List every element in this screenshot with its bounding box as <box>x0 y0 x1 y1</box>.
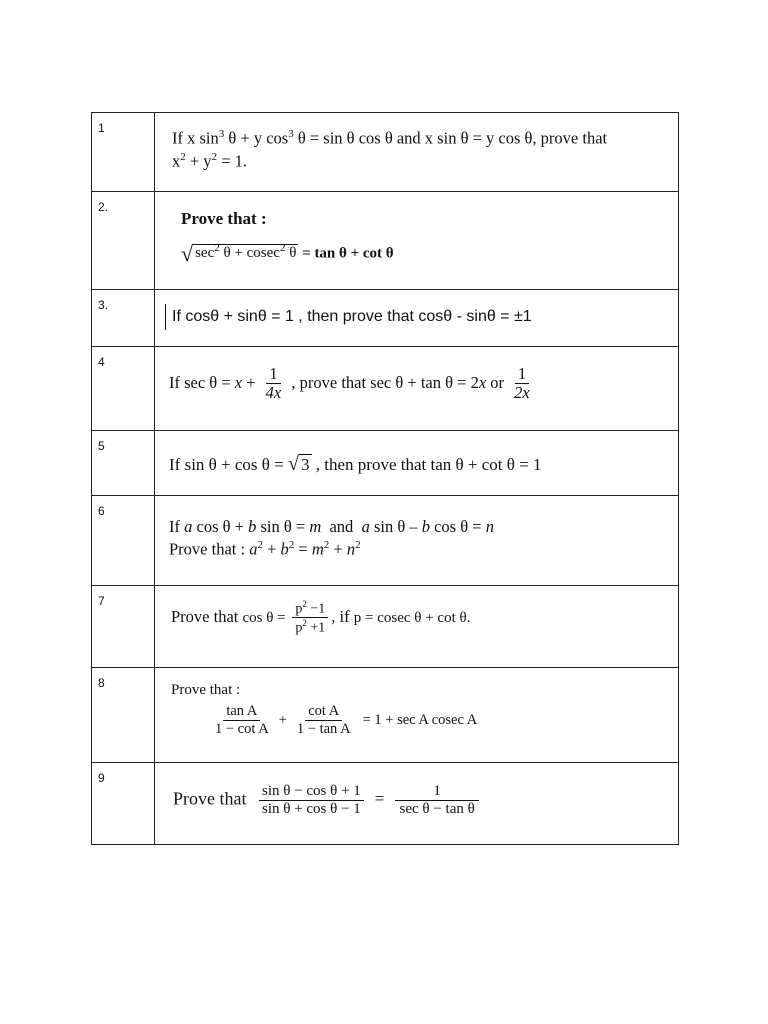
question-line: If x $\sin^3 \theta + y$ $\cos^3 \theta = \sin \theta$ cos θ and x sin θ = y cos θ, prove that <box>172 128 608 148</box>
table-row <box>92 763 679 845</box>
fraction: $\frac{1}{4x}$ <box>265 364 282 403</box>
fraction: $\frac{p^2 -1}{p^2 +1}$ <box>292 600 328 637</box>
question-line: Prove that $\frac{\text{sin θ − cos θ + 1}}{\text{sin θ + cos θ − 1}}$ = $\frac{1}{\text{sec θ − tan θ}}$ <box>173 783 672 818</box>
fraction: $\frac{1}{2x}$ <box>514 364 530 403</box>
fraction: $\frac{\text{sin θ − cos θ + 1}}{\text{sin θ + cos θ − 1}}$ <box>259 783 364 818</box>
row-number: 3. <box>92 290 155 347</box>
question-cell <box>155 496 679 586</box>
row-number: 4 <box>92 347 155 431</box>
row-number: 6 <box>92 496 155 586</box>
radicand: $\sec^2 \theta + cosec^2$ θ <box>195 242 297 262</box>
prove-label: Prove that : <box>181 209 267 228</box>
table-row <box>92 586 679 668</box>
fraction: $\frac{\text{tan A}}{\text{1 − cot A}}$ <box>215 703 269 738</box>
question-cell <box>155 290 679 347</box>
question-line: $\frac{\text{tan A}}{\text{1 − cot A}}$ + $\frac{\text{cot A}}{\text{1 − tan A}}$ = 1 + sec A cosec A <box>209 704 672 738</box>
question-cell <box>155 113 679 192</box>
question-cell <box>155 668 679 763</box>
questions-table <box>91 112 679 845</box>
row-number: 7 <box>92 586 155 668</box>
question-line: If sec θ = x + $\frac{1}{4x}$ , prove that sec θ + tan θ = 2x or $\frac{1}{2x}$ <box>169 365 672 403</box>
table-row <box>92 431 679 496</box>
prove-label: Prove that : <box>171 682 241 698</box>
row-number: 2. <box>92 192 155 290</box>
question-line: If cosθ + sinθ = 1 , then prove that cosθ - sinθ = ±1 <box>165 304 672 330</box>
question-cell <box>155 192 679 290</box>
question-line: If a cos θ + b sin θ = m and a sin θ – b cos θ = n <box>169 517 494 536</box>
table-row <box>92 668 679 763</box>
sqrt-icon: √ <box>288 453 300 475</box>
table-row <box>92 113 679 192</box>
question-line: Prove that : $a^2 + b^2 = m^2 + n^2$ <box>169 539 361 559</box>
question-line: $x^2 + y^2 = 1$. <box>172 150 247 171</box>
question-line: √ $\sec^2 \theta + cosec^2$ θ = tan θ + cot θ <box>181 239 672 269</box>
table-row <box>92 347 679 431</box>
question-line: If sin θ + cos θ = √ 3 , then prove that tan θ + cot θ = 1 <box>169 453 542 475</box>
row-number: 9 <box>92 763 155 845</box>
question-cell <box>155 431 679 496</box>
row-number: 1 <box>92 113 155 192</box>
sqrt-icon: √ <box>181 240 194 266</box>
row-number: 8 <box>92 668 155 763</box>
row-number: 5 <box>92 431 155 496</box>
table-row <box>92 290 679 347</box>
table-row <box>92 192 679 290</box>
question-cell <box>155 347 679 431</box>
question-cell <box>155 763 679 845</box>
question-cell <box>155 586 679 668</box>
fraction: $\frac{1}{\text{sec θ − tan θ}}$ <box>395 783 479 818</box>
table-row <box>92 496 679 586</box>
fraction: $\frac{\text{cot A}}{\text{1 − tan A}}$ <box>296 703 351 738</box>
question-line: Prove that cos θ = $\frac{p^2 -1}{p^2 +1}$ , if p = cosec θ + cot θ. <box>171 599 471 636</box>
